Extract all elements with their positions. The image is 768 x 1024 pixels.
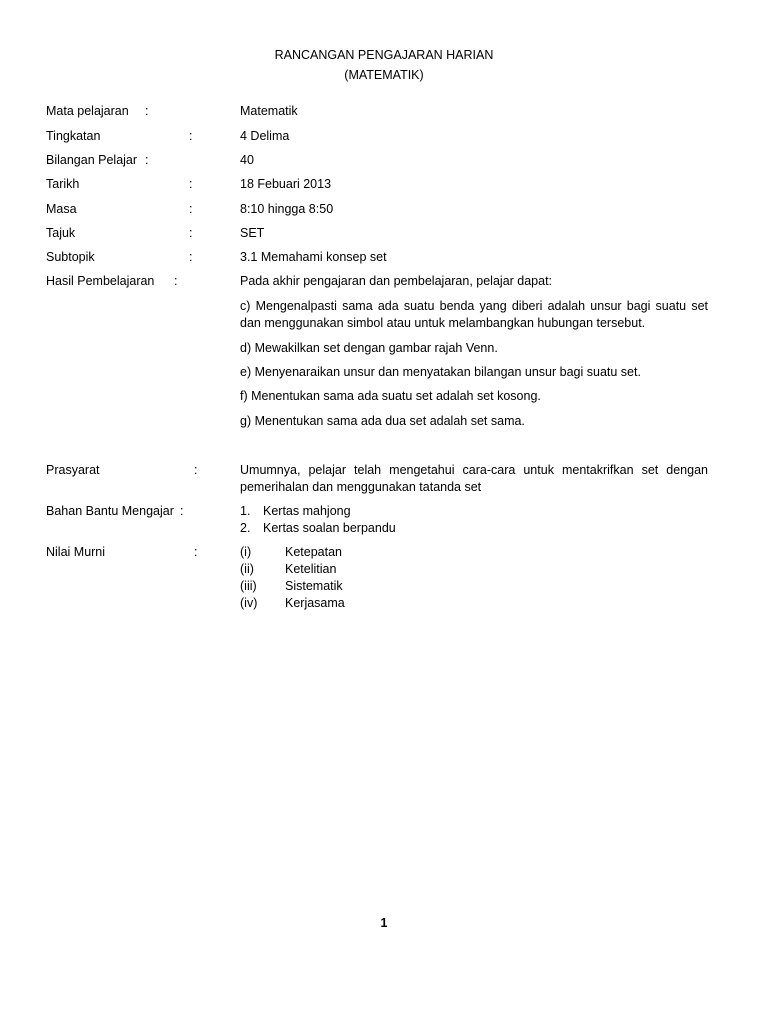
page-number: 1 <box>380 916 388 930</box>
nilai-num-2: (ii) <box>240 562 254 576</box>
nilai-item-4: Kerjasama <box>285 596 345 610</box>
colon-bilangan-pelajar: : <box>145 153 149 167</box>
bahan-num-2: 2. <box>240 521 251 535</box>
nilai-item-1: Ketepatan <box>285 545 342 559</box>
value-tajuk: SET <box>240 226 265 240</box>
colon-bahan-bantu: : <box>180 504 184 518</box>
colon-tarikh: : <box>189 177 193 191</box>
label-tingkatan: Tingkatan <box>46 129 101 143</box>
nilai-num-1: (i) <box>240 545 252 559</box>
value-tingkatan: 4 Delima <box>240 129 290 143</box>
colon-nilai-murni: : <box>194 545 198 559</box>
label-tajuk: Tajuk <box>46 226 76 240</box>
hasil-intro: Pada akhir pengajaran dan pembelajaran, pelajar dapat: <box>240 274 553 288</box>
label-tarikh: Tarikh <box>46 177 80 191</box>
nilai-item-3: Sistematik <box>285 579 343 593</box>
colon-hasil-pembelajaran: : <box>174 274 178 288</box>
value-prasyarat: Umumnya, pelajar telah mengetahui cara-cara untuk mentakrifkan set dengan pemerihalan dan menggunakan tatanda set <box>240 463 708 494</box>
label-bahan-bantu: Bahan Bantu Mengajar <box>46 504 174 518</box>
colon-subtopik: : <box>189 250 193 264</box>
colon-tingkatan: : <box>189 129 193 143</box>
value-mata-pelajaran: Matematik <box>240 104 298 118</box>
bahan-item-2: Kertas soalan berpandu <box>263 521 396 535</box>
title-line-2: (MATEMATIK) <box>344 68 424 82</box>
hasil-item-e: e) Menyenaraikan unsur dan menyatakan bilangan unsur bagi suatu set. <box>240 365 641 379</box>
label-mata-pelajaran: Mata pelajaran <box>46 104 129 118</box>
nilai-item-2: Ketelitian <box>285 562 337 576</box>
label-prasyarat: Prasyarat <box>46 463 100 477</box>
value-subtopik: 3.1 Memahami konsep set <box>240 250 387 264</box>
colon-mata-pelajaran: : <box>145 104 149 118</box>
hasil-item-g: g) Menentukan sama ada dua set adalah set sama. <box>240 414 525 428</box>
colon-prasyarat: : <box>194 463 198 477</box>
label-bilangan-pelajar: Bilangan Pelajar <box>46 153 138 167</box>
nilai-num-4: (iv) <box>240 596 258 610</box>
document-title <box>0 45 768 85</box>
title-line-1: RANCANGAN PENGAJARAN HARIAN <box>274 48 494 62</box>
label-hasil-pembelajaran: Hasil Pembelajaran <box>46 274 155 288</box>
value-bilangan-pelajar: 40 <box>240 153 254 167</box>
value-masa: 8:10 hingga 8:50 <box>240 202 334 216</box>
label-masa: Masa <box>46 202 77 216</box>
hasil-item-d: d) Mewakilkan set dengan gambar rajah Venn. <box>240 341 498 355</box>
bahan-item-1: Kertas mahjong <box>263 504 351 518</box>
colon-masa: : <box>189 202 193 216</box>
label-nilai-murni: Nilai Murni <box>46 545 106 559</box>
hasil-item-c: c) Mengenalpasti sama ada suatu benda yang diberi adalah unsur bagi suatu set dan menggunakan simbol atau untuk melambangkan hubungan tersebut. <box>240 299 708 330</box>
colon-tajuk: : <box>189 226 193 240</box>
nilai-num-3: (iii) <box>240 579 257 593</box>
hasil-item-f: f) Menentukan sama ada suatu set adalah set kosong. <box>240 389 541 403</box>
label-subtopik: Subtopik <box>46 250 95 264</box>
bahan-num-1: 1. <box>240 504 251 518</box>
value-tarikh: 18 Febuari 2013 <box>240 177 332 191</box>
